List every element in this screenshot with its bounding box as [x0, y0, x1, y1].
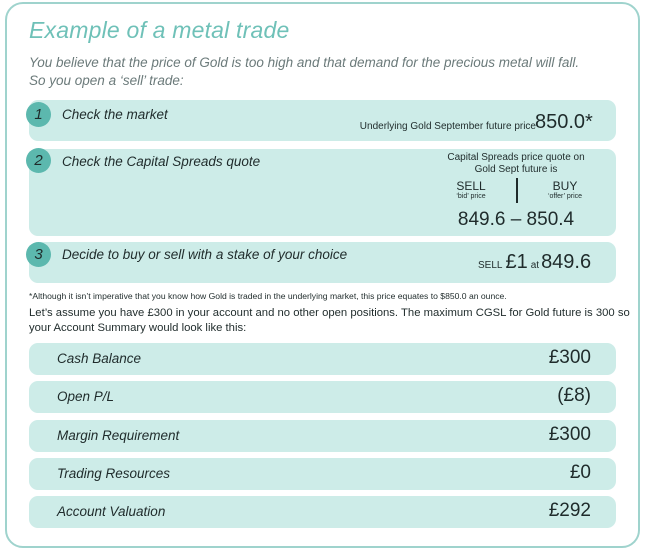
- summary-value: £300: [548, 424, 591, 445]
- step-2-number-badge: 2: [26, 148, 51, 173]
- summary-row-cash-balance: [29, 343, 616, 375]
- summary-value: £292: [548, 500, 591, 521]
- sell-sublabel: ‘bid’ price: [456, 193, 486, 200]
- underlying-price-value: 850.0*: [535, 111, 593, 133]
- summary-value: (£8): [557, 385, 591, 406]
- step-1-label: Check the market: [62, 107, 168, 122]
- intro-line-2: So you open a ‘sell’ trade:: [29, 73, 184, 88]
- sell-label: SELL: [456, 179, 486, 193]
- summary-row-margin-requirement: [29, 420, 616, 452]
- quote-heading-line-2: Gold Sept future is: [474, 164, 558, 175]
- step-2-label: Check the Capital Spreads quote: [62, 154, 261, 169]
- stake-side: SELL: [478, 260, 503, 271]
- buy-label: BUY: [552, 179, 578, 193]
- stake-price: 849.6: [541, 251, 592, 273]
- quote-heading-line-1: Capital Spreads price quote on: [447, 152, 585, 163]
- summary-label: Trading Resources: [57, 466, 171, 481]
- assumption-line-1: Let’s assume you have £300 in your account and no other open positions. The maximum CGSL for Gold future is 300 so: [29, 307, 630, 319]
- summary-row-trading-resources: [29, 458, 616, 490]
- footnote: *Although it isn’t imperative that you know how Gold is traded in the underlying market, this price equates to $850.0 an ounce.: [29, 291, 507, 301]
- stake-summary: [478, 251, 591, 274]
- summary-label: Margin Requirement: [57, 428, 180, 443]
- assumption-line-2: your Account Summary would look like this:: [29, 322, 247, 334]
- summary-value: £300: [548, 347, 591, 368]
- buy-sublabel: ‘offer’ price: [547, 193, 583, 200]
- summary-value: £0: [569, 462, 591, 483]
- summary-row-open-pl: [29, 381, 616, 413]
- intro-line-1: You believe that the price of Gold is too high and that demand for the precious metal will fall.: [29, 55, 580, 70]
- summary-label: Open P/L: [57, 389, 115, 404]
- quote-divider: [516, 178, 518, 203]
- stake-at: at: [530, 260, 540, 271]
- step-3-label: Decide to buy or sell with a stake of your choice: [62, 247, 348, 262]
- underlying-price-label: Underlying Gold September future price: [359, 121, 536, 132]
- quote-range: 849.6 – 850.4: [457, 209, 575, 230]
- stake-amount: £1: [505, 251, 528, 273]
- step-3-number-badge: 3: [26, 242, 51, 267]
- summary-label: Account Valuation: [57, 504, 166, 519]
- page-title: Example of a metal trade: [29, 17, 290, 43]
- summary-row-account-valuation: [29, 496, 616, 528]
- summary-label: Cash Balance: [57, 351, 142, 366]
- step-1-number-badge: 1: [26, 102, 51, 127]
